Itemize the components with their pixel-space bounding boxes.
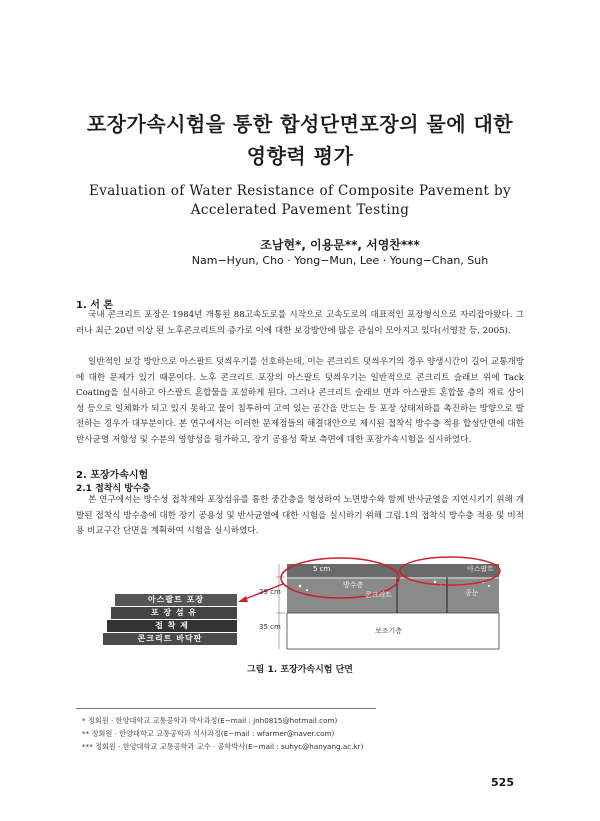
footnote-3: *** 정회원 · 한양대학교 교통공학과 교수 · 공학박사(E−mail : suhyc@hanyang.ac.kr) [82,742,364,751]
layer-adhesive: 접 착 제 [107,620,237,632]
section-1-paragraph-1: 국내 콘크리트 포장은 1984년 개통된 88고속도로를 시작으로 고속도로의 대표적인 포장형식으로 자리잡아왔다. 그러나 최근 20년 이상 된 노후콘크리트의 증가로 이에 대한 보강방안에 많은 관심이 모아지고 있다(서영찬 등, 2005). [76,310,524,336]
footnote-2: ** 정회원 · 한양대학교 교통공학과 석사과정(E−mail : wfarmer@naver.com) [82,729,335,738]
page-number: 525 [491,776,514,789]
footnote-1: * 정회원 · 한양대학교 교통공학과 박사과정(E−mail : jnh0815@hotmail.com) [82,716,338,725]
dim-35cm: 35 cm [259,623,281,631]
figure-1-caption: 그림 1. 포장가속시험 단면 [246,665,354,675]
dim-29cm: 29 cm [259,588,281,596]
authors-korean: 조남현*, 이용문**, 서영찬*** [260,238,420,252]
section-1-heading: 1. 서 론 [76,300,114,311]
label-drain: 종눈 [465,589,479,597]
section-2-1-heading: 2.1 접착식 방수층 [76,484,151,494]
title-english-line-1: Evaluation of Water Resistance of Composite Pavement by [88,183,512,199]
figure-1 [95,556,515,656]
label-waterproof: 방수층 [343,581,364,589]
label-concrete: 콘크리트 [365,591,393,599]
section-2-heading: 2. 포장가속시험 [76,470,149,481]
footnote-divider [76,708,376,709]
dim-5cm: 5 cm [313,565,331,573]
title-korean-line-2: 영향력 평가 [246,144,354,168]
layer-fiber: 포 장 섬 유 [111,607,237,619]
label-subbase: 보조기층 [375,627,403,635]
title-english-line-2: Accelerated Pavement Testing [190,202,410,218]
layer-concrete-slab: 콘크리트 바닥판 [103,633,237,645]
title-korean-line-1: 포장가속시험을 통한 합성단면포장의 물에 대한 [86,112,514,136]
authors-english: Nam−Hyun, Cho · Yong−Mun, Lee · Young−Chan, Suh [191,254,489,267]
layer-asphalt: 아스팔트 포장 [115,594,237,606]
cross-section-drawing [95,556,515,656]
section-1-paragraph-2: 일반적인 보강 방안으로 아스팔트 덧씌우기를 선호하는데, 이는 콘크리트 덧씌우기의 경우 양생시간이 길어 교통개방에 대한 문제가 있기 때문이다. 노후 콘크리트 포장의 아스팔트 덧씌우기는 일반적으로 콘크리트 슬래브 위에 Tack Coating을 실시하고 아스팔트 혼합물을 포설하게 된다. 그러나 콘크리트 슬래브 면과 아스팔트 혼합물 층의 재료 상이성 등으로 일체화가 되고 있지 못하고 물이 침투하여 고여 있는 공간을 만드는 등 포장 상태저하를 촉진하는 방향으로 발전하는 경우가 대부분이다. 본 연구에서는 이러한 문제점들의 해결대안으로 제시된 접착식 방수층 적용 합성단면에 대한 반사균열 저항성 및 수분의 영향성을 평가하고, 장기 공용성 확보 측면에 대한 포장가속시험을 실시하였다. [76,357,524,445]
section-2-1-paragraph: 본 연구에서는 방수성 접착제와 포장섬유를 통한 중간층을 형성하여 노면방수와 함께 반사균열을 지연시키기 위해 개발된 접착식 방수층에 대한 장기 공용성 및 반사균열에 대한 시험을 실시하기 위해 그림.1의 접착식 방수층 적용 및 비적용 비교구간 단면을 계획하여 시험을 실시하였다. [76,495,524,537]
label-asphalt: 아스팔트 [467,565,495,573]
